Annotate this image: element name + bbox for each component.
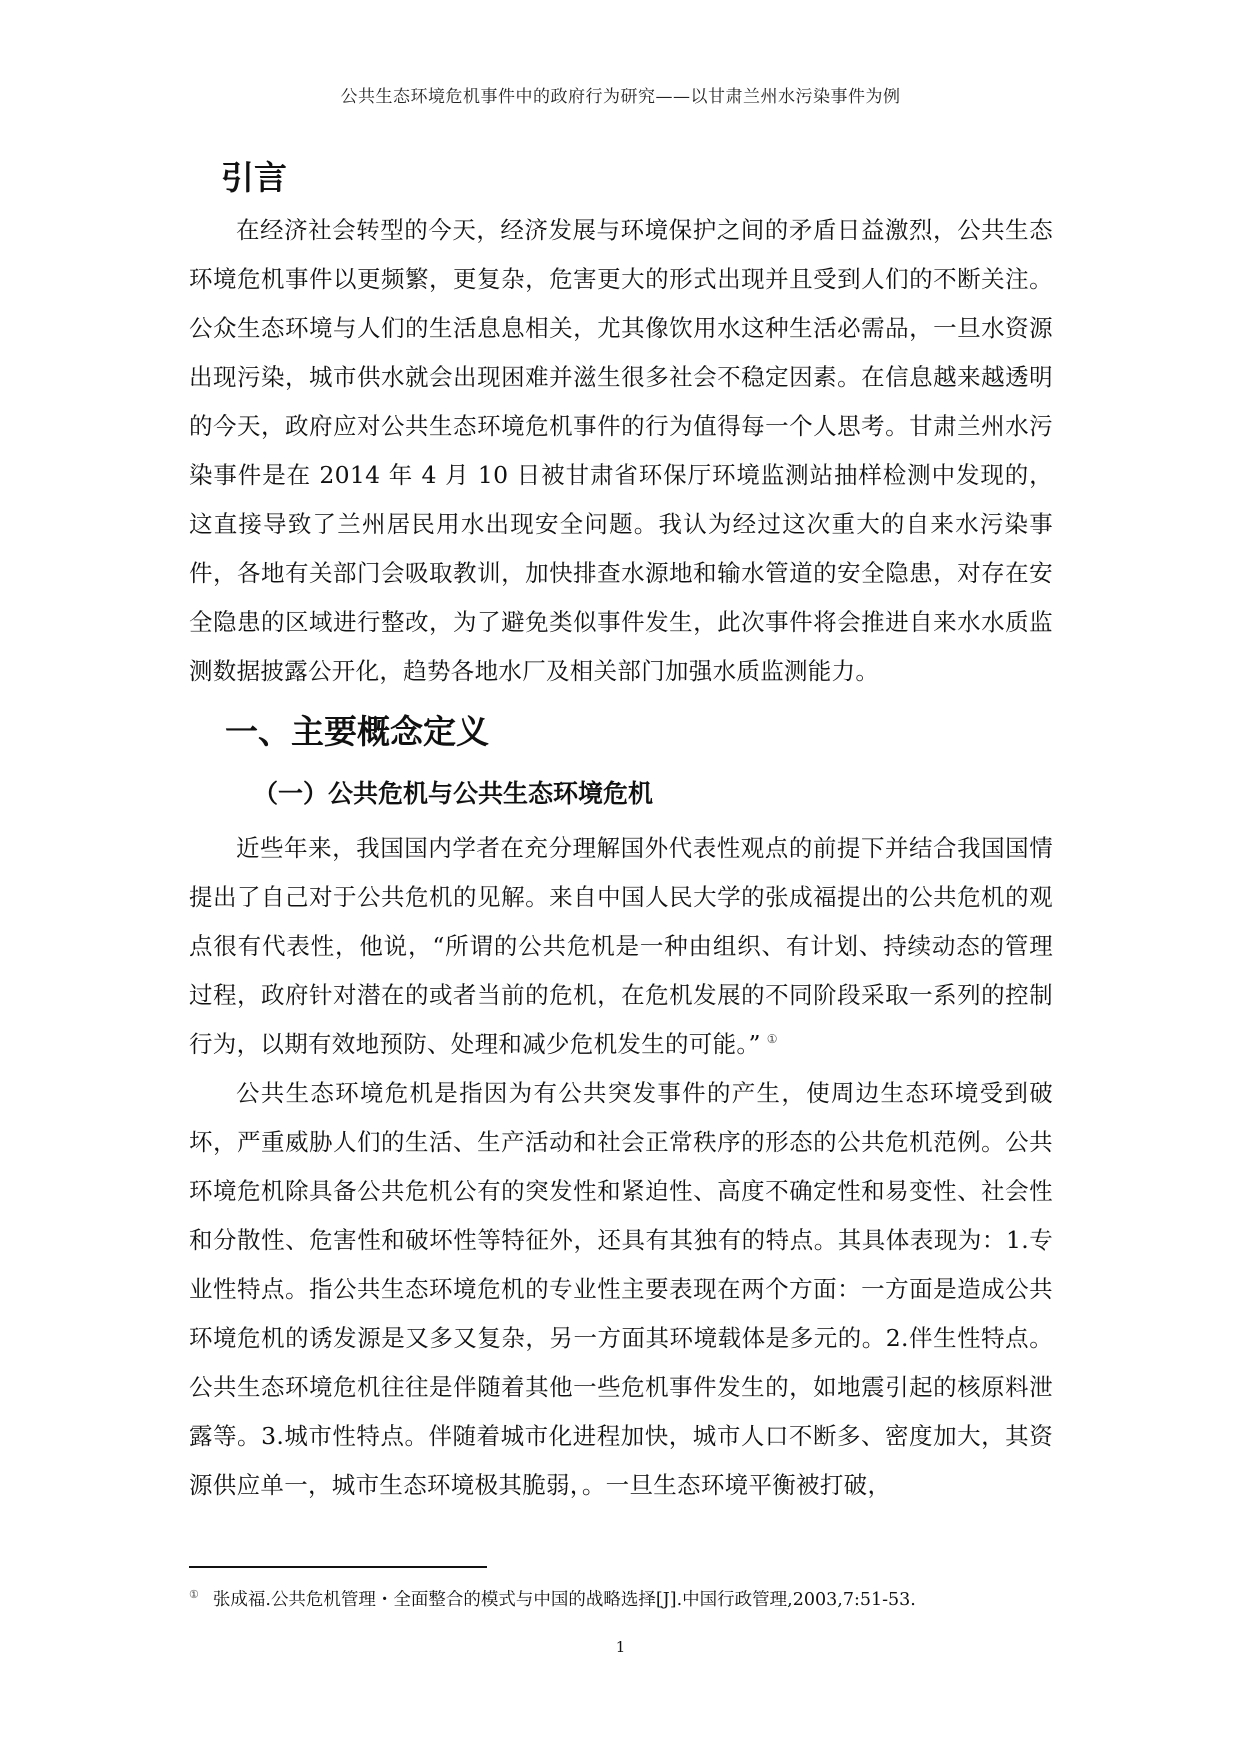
- subsection-1-heading: （一）公共危机与公共生态环境危机: [253, 779, 654, 808]
- page-body: [189, 150, 1053, 1510]
- section-1-heading: 一、主要概念定义: [225, 712, 489, 751]
- intro-heading: 引言: [221, 158, 287, 197]
- paragraph-eco-crisis: 公共生态环境危机是指因为有公共突发事件的产生，使周边生态环境受到破坏，严重威胁人们的生活、生产活动和社会正常秩序的形态的公共危机范例。公共环境危机除具备公共危机公有的突发性和紧迫性、高度不确定性和易变性、社会性和分散性、危害性和破坏性等特征外，还具有其独有的特点。其具体表现为：1.专业性特点。指公共生态环境危机的专业性主要表现在两个方面：一方面是造成公共环境危机的诱发源是又多又复杂，另一方面其环境载体是多元的。2.伴生性特点。公共生态环境危机往往是伴随着其他一些危机事件发生的，如地震引起的核原料泄露等。3.城市性特点。伴随着城市化进程加快，城市人口不断多、密度加大，其资源供应单一，城市生态环境极其脆弱，。一旦生态环境平衡被打破，: [189, 1079, 1053, 1499]
- running-header: 公共生态环境危机事件中的政府行为研究——以甘肃兰州水污染事件为例: [340, 87, 901, 107]
- footnote: [189, 1580, 1069, 1615]
- page-number: 1: [615, 1638, 626, 1656]
- paragraph-public-crisis: [189, 824, 1053, 1069]
- footnote-reference[interactable]: ①: [766, 1032, 778, 1047]
- footnote-mark: ①: [189, 1588, 199, 1601]
- footnote-text: 张成福.公共危机管理・全面整合的模式与中国的战略选择[J].中国行政管理,2003,7:51-53.: [212, 1589, 916, 1610]
- paragraph-public-crisis-text: 近些年来，我国国内学者在充分理解国外代表性观点的前提下并结合我国国情提出了自己对于公共危机的见解。来自中国人民大学的张成福提出的公共危机的观点很有代表性，他说，“所谓的公共危机是一种由组织、有计划、持续动态的管理过程，政府针对潜在的或者当前的危机，在危机发展的不同阶段采取一系列的控制行为，以期有效地预防、处理和减少危机发生的可能。”: [189, 834, 1053, 1058]
- footnote-divider: [189, 1566, 487, 1568]
- intro-paragraph: 在经济社会转型的今天，经济发展与环境保护之间的矛盾日益激烈，公共生态环境危机事件以更频繁，更复杂，危害更大的形式出现并且受到人们的不断关注。公众生态环境与人们的生活息息相关，尤其像饮用水这种生活必需品，一旦水资源出现污染，城市供水就会出现困难并滋生很多社会不稳定因素。在信息越来越透明的今天，政府应对公共生态环境危机事件的行为值得每一个人思考。甘肃兰州水污染事件是在 2014 年 4 月 10 日被甘肃省环保厅环境监测站抽样检测中发现的，这直接导致了兰州居民用水出现安全问题。我认为经过这次重大的自来水污染事件，各地有关部门会吸取教训，加快排查水源地和输水管道的安全隐患，对存在安全隐患的区域进行整改，为了避免类似事件发生，此次事件将会推进自来水水质监测数据披露公开化，趋势各地水厂及相关部门加强水质监测能力。: [189, 216, 1053, 685]
